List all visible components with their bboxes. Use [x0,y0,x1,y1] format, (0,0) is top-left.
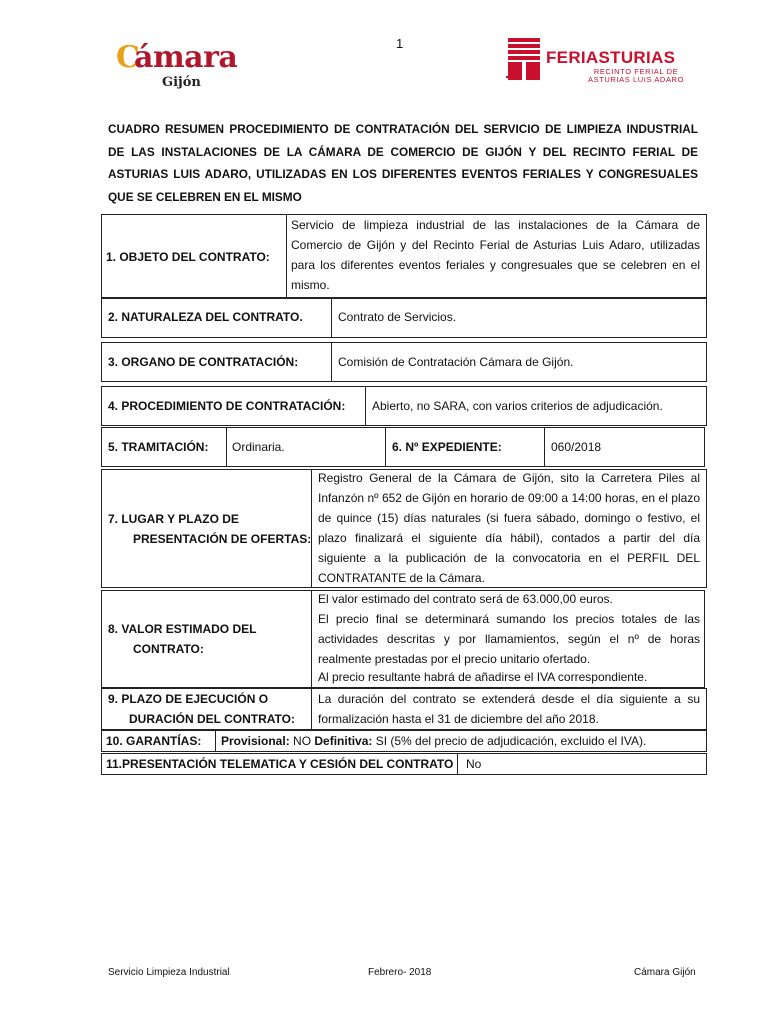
footer-center: Febrero- 2018 [368,967,432,978]
organo-label: 3. ORGANO DE CONTRATACIÓN: [108,355,299,369]
tramitacion-value: Ordinaria. [232,440,285,454]
garantias-provisional-label: Provisional: [221,734,290,748]
objeto-value: Servicio de limpieza industrial de las instalaciones de la Cámara de Comercio de Gijón y del Recinto Ferial de Asturias Luis Adaro, utilizadas para los diferentes eventos feriales y congresuales que se celebren en el mismo. [291,218,700,292]
naturaleza-value: Contrato de Servicios. [338,310,457,324]
garantias-label: 10. GARANTÍAS: [106,734,202,748]
lugar-value: Registro General de la Cámara de Gijón, sito la Carretera Piles al Infanzón nº 652 de Gijón en horario de 09:00 a 14:00 horas, en el plazo de quince (15) días naturales (si fuera sábado, domingo o festivo, el plazo finalizará el siguiente día hábil), contados a partir del día siguiente a la publicación de la convocatoria en el PERFIL DEL CONTRATANTE de la Cámara. [318,471,700,585]
plazo-value: La duración del contrato se extenderá desde el día siguiente a su formalización hasta el 31 de diciembre del año 2018. [318,692,700,726]
page-number: 1 [396,36,404,51]
valor-label-line1: 8. VALOR ESTIMADO DEL [108,622,257,636]
camara-logo-city: Gijón [162,75,201,90]
telematica-label: 11.PRESENTACIÓN TELEMATICA Y CESIÓN DEL CONTRATO [106,757,454,771]
plazo-label-line1: 9. PLAZO DE EJECUCIÓN O [108,692,269,706]
camara-gijon-logo [116,40,256,100]
lugar-label-line2: PRESENTACIÓN DE OFERTAS: [133,532,312,546]
tramitacion-label: 5. TRAMITACIÓN: [108,440,209,454]
objeto-label: 1. OBJETO DEL CONTRATO: [106,250,270,264]
valor-line-1: El valor estimado del contrato será de 63.000,00 euros. [318,592,613,606]
garantias-provisional-value: NO [289,734,315,748]
feriasturias-logo [498,36,698,86]
expediente-value: 060/2018 [551,440,602,454]
valor-label-line2: CONTRATO: [133,642,204,656]
garantias-value [221,731,646,751]
footer-right: Cámara Gijón [634,967,696,978]
feriasturias-logo-word: FERIASTURIAS [546,48,676,67]
naturaleza-label: 2. NATURALEZA DEL CONTRATO. [108,310,303,324]
telematica-value: No [466,757,482,771]
expediente-label: 6. Nº EXPEDIENTE: [392,440,502,454]
camara-logo-word: ámara [134,40,238,75]
lugar-label-line1: 7. LUGAR Y PLAZO DE [108,512,239,526]
feriasturias-mark-icon [506,36,542,82]
valor-line-3: Al precio resultante habrá de añadirse el IVA correspondiente. [318,670,648,684]
procedimiento-label: 4. PROCEDIMIENTO DE CONTRATACIÓN: [108,399,346,413]
organo-value: Comisión de Contratación Cámara de Gijón. [338,355,574,369]
procedimiento-value: Abierto, no SARA, con varios criterios de adjudicación. [372,399,663,413]
garantias-definitiva-value: SI (5% del precio de adjudicación, excluido el IVA). [372,734,647,748]
valor-line-2: El precio final se determinará sumando los precios totales de las actividades descritas y por llamamientos, según el nº de horas realmente prestadas por el precio unitario ofertado. [318,612,700,666]
document-title: CUADRO RESUMEN PROCEDIMIENTO DE CONTRATACIÓN DEL SERVICIO DE LIMPIEZA INDUSTRIAL DE LAS INSTALACIONES DE LA CÁMARA DE COMERCIO DE GIJÓN Y DEL RECINTO FERIAL DE ASTURIAS LUIS ADARO, UTILIZADAS EN LOS DIFERENTES EVENTOS FERIALES Y CONGRESUALES QUE SE CELEBREN EN EL MISMO [108,122,698,204]
footer-left: Servicio Limpieza Industrial [108,967,230,978]
camara-logo-initial: C [116,40,140,75]
garantias-definitiva-label: Definitiva: [314,734,373,748]
feriasturias-logo-sub: RECINTO FERIAL DE ASTURIAS LUIS ADARO [588,67,685,84]
plazo-label-line2: DURACIÓN DEL CONTRATO: [129,712,295,726]
